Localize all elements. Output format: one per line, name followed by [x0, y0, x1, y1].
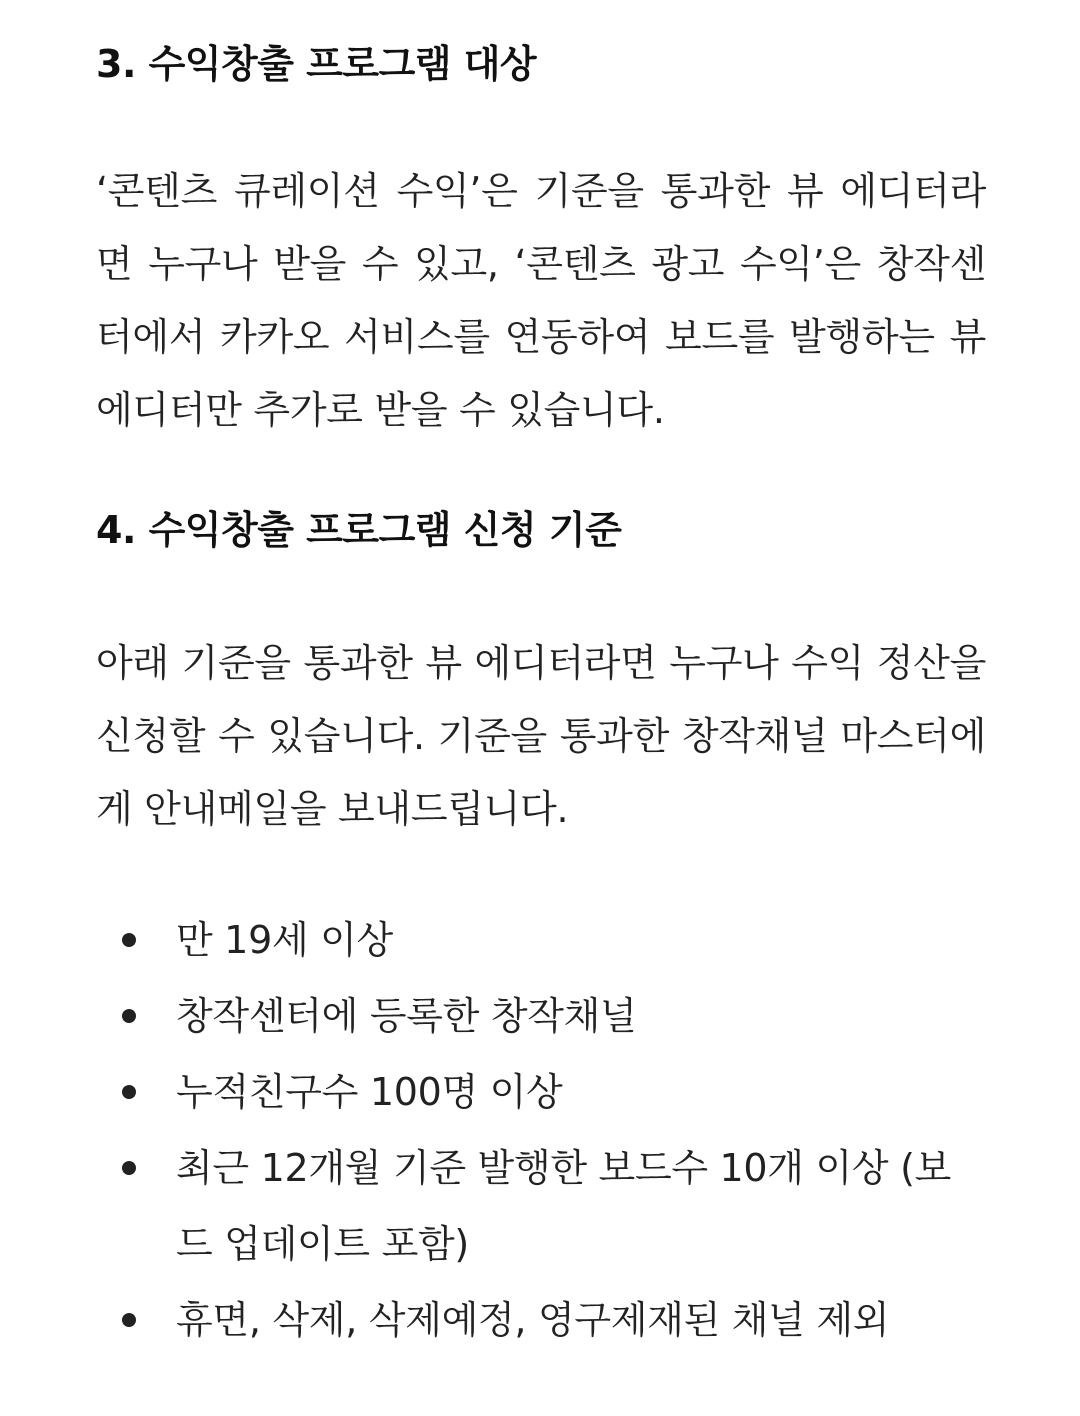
bullet-dot-icon [122, 1313, 136, 1327]
criteria-item-label: 만 19세 이상 [176, 918, 393, 962]
criteria-list [96, 902, 986, 1358]
section-4-paragraph: 아래 기준을 통과한 뷰 에디터라면 누구나 수익 정산을 신청할 수 있습니다. 기준을 통과한 창작채널 마스터에게 안내메일을 보내드립니다. [96, 641, 986, 831]
section-4-heading: 4. 수익창출 프로그램 신청 기준 [96, 508, 622, 552]
bullet-dot-icon [122, 1009, 136, 1023]
criteria-item-age [96, 902, 986, 978]
criteria-item-friends [96, 1054, 986, 1130]
section-3-heading: 3. 수익창출 프로그램 대상 [96, 42, 537, 86]
bullet-dot-icon [122, 1161, 136, 1175]
section-3-paragraph: ‘콘텐츠 큐레이션 수익’은 기준을 통과한 뷰 에디터라면 누구나 받을 수 있고, ‘콘텐츠 광고 수익’은 창작센터에서 카카오 서비스를 연동하여 보드를 발행하는 뷰 에디터만 추가로 받을 수 있습니다. [96, 169, 986, 432]
criteria-item-boards [96, 1130, 986, 1282]
criteria-item-exclusion [96, 1282, 986, 1358]
criteria-item-label: 누적친구수 100명 이상 [176, 1070, 563, 1114]
criteria-item-label: 최근 12개월 기준 발행한 보드수 10개 이상 (보드 업데이트 포함) [176, 1146, 952, 1266]
bullet-dot-icon [122, 1085, 136, 1099]
bullet-dot-icon [122, 933, 136, 947]
criteria-item-label: 창작센터에 등록한 창작채널 [176, 994, 637, 1038]
criteria-item-label: 휴면, 삭제, 삭제예정, 영구제재된 채널 제외 [176, 1298, 890, 1342]
criteria-item-channel [96, 978, 986, 1054]
